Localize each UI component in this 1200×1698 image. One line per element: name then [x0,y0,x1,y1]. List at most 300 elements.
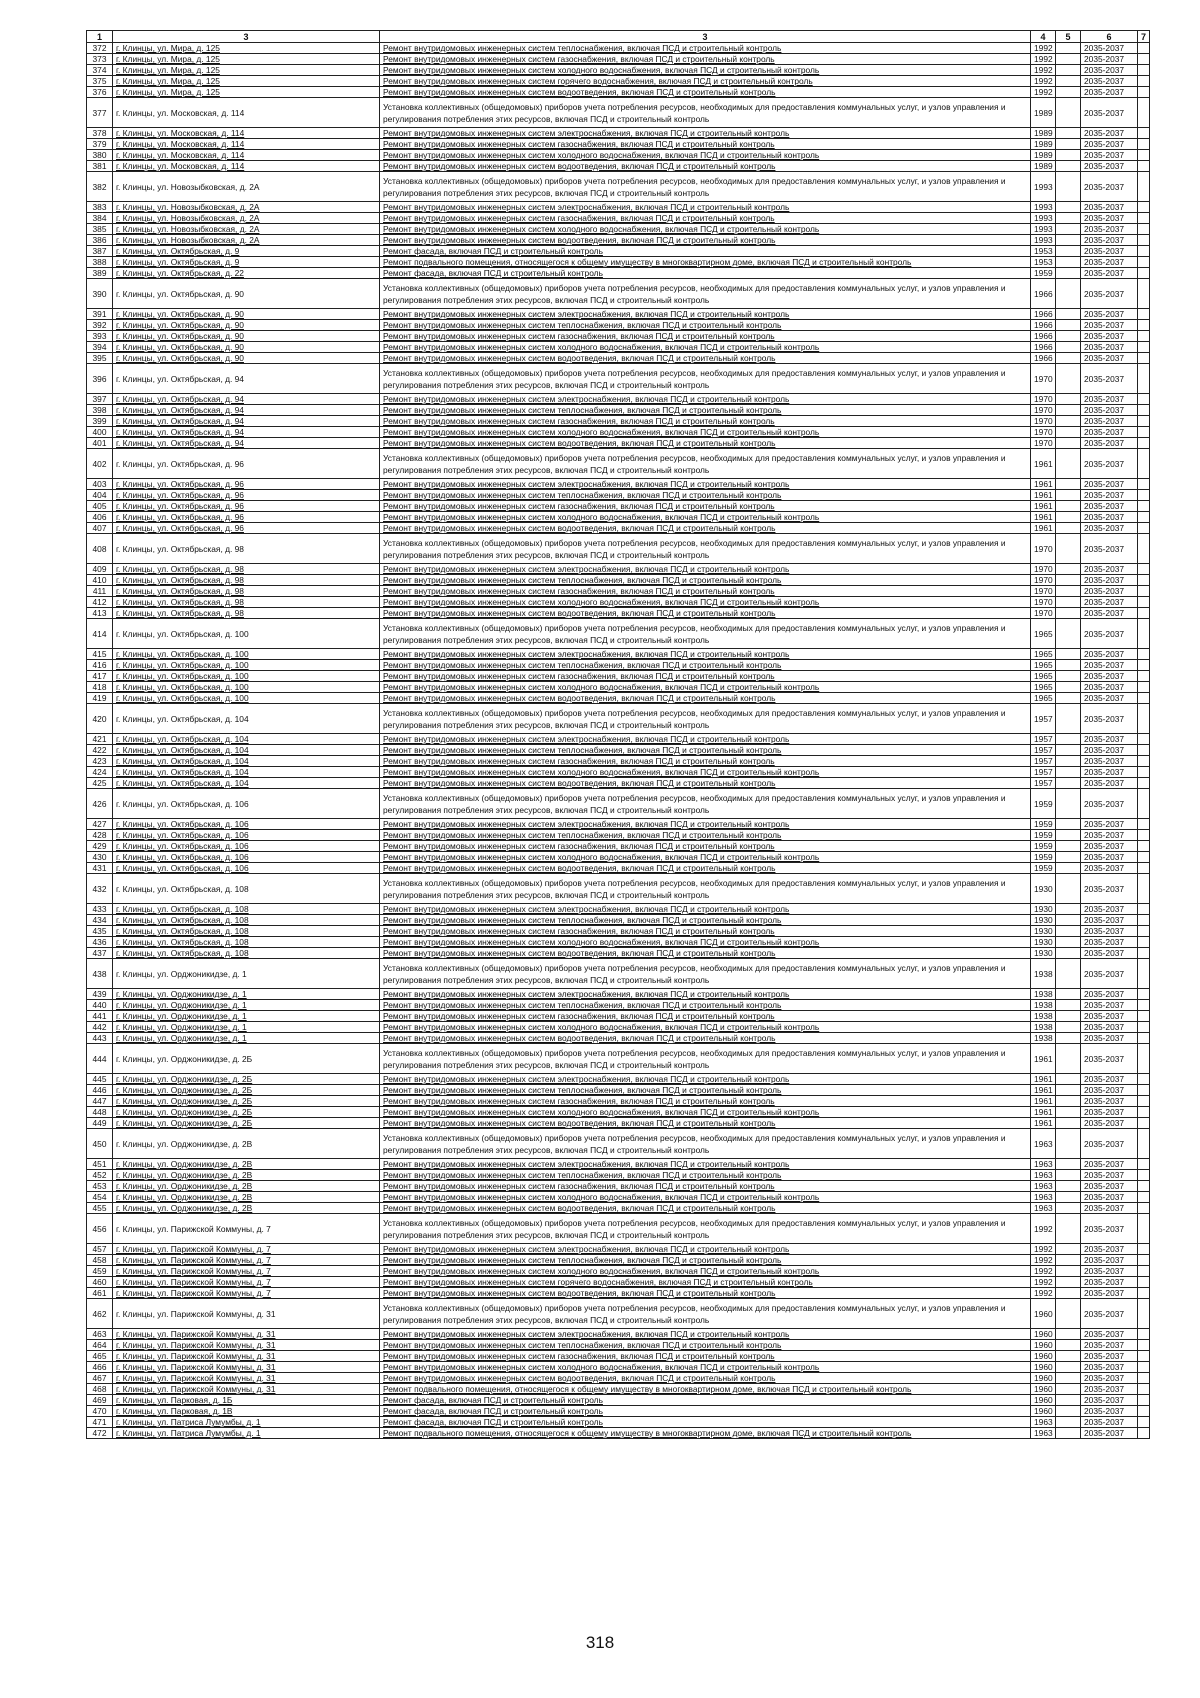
address-cell: г. Клинцы, ул. Октябрьская, д. 108 [113,904,380,915]
empty-cell [1056,1384,1081,1395]
table-row [87,128,1150,139]
table-row [87,501,1150,512]
year-cell: 1959 [1031,789,1056,819]
year-cell: 1970 [1031,534,1056,564]
row-number: 424 [87,767,113,778]
address-cell: г. Клинцы, ул. Октябрьская, д. 98 [113,608,380,619]
year-cell: 1965 [1031,682,1056,693]
table-row [87,309,1150,320]
year-cell: 1993 [1031,235,1056,246]
year-cell: 1970 [1031,427,1056,438]
row-number: 437 [87,948,113,959]
empty-cell [1056,959,1081,989]
period-cell: 2035-2037 [1081,745,1138,756]
empty-cell [1138,213,1150,224]
year-cell: 1970 [1031,597,1056,608]
table-row [87,479,1150,490]
address-cell: г. Клинцы, ул. Мира, д. 125 [113,87,380,98]
work-type-cell: Ремонт внутридомовых инженерных систем электроснабжения, включая ПСД и строительный контроль [380,394,1031,405]
table-row [87,1384,1150,1395]
work-type-cell: Установка коллективных (общедомовых) приборов учета потребления ресурсов, необходимых для предоставления коммунальных услуг, и узлов управления и регулирования потребления этих ресурсов, включая ПСД и строительный контроль [380,1044,1031,1074]
table-row [87,416,1150,427]
year-cell: 1960 [1031,1329,1056,1340]
work-type-cell: Установка коллективных (общедомовых) приборов учета потребления ресурсов, необходимых для предоставления коммунальных услуг, и узлов управления и регулирования потребления этих ресурсов, включая ПСД и строительный контроль [380,619,1031,649]
table-row [87,427,1150,438]
period-cell: 2035-2037 [1081,150,1138,161]
year-cell: 1963 [1031,1417,1056,1428]
address-cell: г. Клинцы, ул. Мира, д. 125 [113,54,380,65]
address-cell: г. Клинцы, ул. Октябрьская, д. 104 [113,734,380,745]
empty-cell [1138,1340,1150,1351]
empty-cell [1138,405,1150,416]
table-row [87,1340,1150,1351]
work-type-cell: Ремонт внутридомовых инженерных систем теплоснабжения, включая ПСД и строительный контроль [380,915,1031,926]
address-cell: г. Клинцы, ул. Московская, д. 114 [113,128,380,139]
table-row [87,1011,1150,1022]
period-cell: 2035-2037 [1081,98,1138,128]
table-row [87,1000,1150,1011]
table-row [87,564,1150,575]
period-cell: 2035-2037 [1081,989,1138,1000]
empty-cell [1056,490,1081,501]
work-type-cell: Ремонт внутридомовых инженерных систем холодного водоснабжения, включая ПСД и строительный контроль [380,1192,1031,1203]
address-cell: г. Клинцы, ул. Орджоникидзе, д. 2Б [113,1085,380,1096]
row-number: 443 [87,1033,113,1044]
work-type-cell: Ремонт внутридомовых инженерных систем водоотведения, включая ПСД и строительный контроль [380,523,1031,534]
work-type-cell: Ремонт внутридомовых инженерных систем холодного водоснабжения, включая ПСД и строительный контроль [380,65,1031,76]
address-cell: г. Клинцы, ул. Новозыбковская, д. 2А [113,224,380,235]
empty-cell [1138,1288,1150,1299]
period-cell: 2035-2037 [1081,1266,1138,1277]
empty-cell [1056,734,1081,745]
work-type-cell: Ремонт внутридомовых инженерных систем теплоснабжения, включая ПСД и строительный контроль [380,320,1031,331]
table-row [87,874,1150,904]
row-number: 410 [87,575,113,586]
empty-cell [1138,279,1150,309]
row-number: 402 [87,449,113,479]
year-cell: 1970 [1031,394,1056,405]
address-cell: г. Клинцы, ул. Октябрьская, д. 22 [113,268,380,279]
table-row [87,98,1150,128]
period-cell: 2035-2037 [1081,1159,1138,1170]
address-cell: г. Клинцы, ул. Октябрьская, д. 104 [113,745,380,756]
address-cell: г. Клинцы, ул. Октябрьская, д. 90 [113,320,380,331]
year-cell: 1961 [1031,523,1056,534]
year-cell: 1961 [1031,1044,1056,1074]
table-row [87,619,1150,649]
year-cell: 1938 [1031,1000,1056,1011]
work-type-cell: Ремонт подвального помещения, относящегося к общему имуществу в многоквартирном доме, включая ПСД и строительный контроль [380,257,1031,268]
year-cell: 1989 [1031,128,1056,139]
period-cell: 2035-2037 [1081,863,1138,874]
table-row [87,734,1150,745]
address-cell: г. Клинцы, ул. Октябрьская, д. 106 [113,819,380,830]
empty-cell [1056,405,1081,416]
empty-cell [1138,246,1150,257]
work-type-cell: Ремонт фасада, включая ПСД и строительный контроль [380,1417,1031,1428]
empty-cell [1056,1362,1081,1373]
empty-cell [1056,1033,1081,1044]
empty-cell [1138,331,1150,342]
year-cell: 1966 [1031,279,1056,309]
period-cell: 2035-2037 [1081,416,1138,427]
work-type-cell: Ремонт внутридомовых инженерных систем водоотведения, включая ПСД и строительный контроль [380,1033,1031,1044]
period-cell: 2035-2037 [1081,597,1138,608]
work-type-cell: Установка коллективных (общедомовых) приборов учета потребления ресурсов, необходимых для предоставления коммунальных услуг, и узлов управления и регулирования потребления этих ресурсов, включая ПСД и строительный контроль [380,534,1031,564]
empty-cell [1056,937,1081,948]
table-row [87,1266,1150,1277]
empty-cell [1056,1277,1081,1288]
row-number: 455 [87,1203,113,1214]
work-type-cell: Ремонт внутридомовых инженерных систем холодного водоснабжения, включая ПСД и строительный контроль [380,1362,1031,1373]
period-cell: 2035-2037 [1081,767,1138,778]
work-type-cell: Установка коллективных (общедомовых) приборов учета потребления ресурсов, необходимых для предоставления коммунальных услуг, и узлов управления и регулирования потребления этих ресурсов, включая ПСД и строительный контроль [380,959,1031,989]
period-cell: 2035-2037 [1081,235,1138,246]
row-number: 393 [87,331,113,342]
row-number: 376 [87,87,113,98]
work-type-cell: Ремонт внутридомовых инженерных систем холодного водоснабжения, включая ПСД и строительный контроль [380,512,1031,523]
empty-cell [1056,789,1081,819]
period-cell: 2035-2037 [1081,405,1138,416]
table-row [87,1406,1150,1417]
work-type-cell: Ремонт внутридомовых инженерных систем электроснабжения, включая ПСД и строительный контроль [380,1074,1031,1085]
table-row [87,1192,1150,1203]
address-cell: г. Клинцы, ул. Орджоникидзе, д. 2В [113,1203,380,1214]
year-cell: 1970 [1031,405,1056,416]
period-cell: 2035-2037 [1081,1428,1138,1439]
table-row [87,342,1150,353]
period-cell: 2035-2037 [1081,438,1138,449]
period-cell: 2035-2037 [1081,87,1138,98]
address-cell: г. Клинцы, ул. Октябрьская, д. 108 [113,874,380,904]
year-cell: 1992 [1031,1277,1056,1288]
work-type-cell: Ремонт внутридомовых инженерных систем водоотведения, включая ПСД и строительный контроль [380,863,1031,874]
table-row [87,575,1150,586]
empty-cell [1056,1329,1081,1340]
period-cell: 2035-2037 [1081,1107,1138,1118]
row-number: 400 [87,427,113,438]
address-cell: г. Клинцы, ул. Октябрьская, д. 100 [113,671,380,682]
empty-cell [1056,128,1081,139]
table-row [87,76,1150,87]
table-row [87,682,1150,693]
year-cell: 1938 [1031,989,1056,1000]
year-cell: 1965 [1031,619,1056,649]
period-cell: 2035-2037 [1081,1118,1138,1129]
address-cell: г. Клинцы, ул. Парижской Коммуны, д. 7 [113,1277,380,1288]
table-row [87,852,1150,863]
empty-cell [1056,841,1081,852]
row-number: 445 [87,1074,113,1085]
period-cell: 2035-2037 [1081,128,1138,139]
year-cell: 1992 [1031,87,1056,98]
address-cell: г. Клинцы, ул. Мира, д. 125 [113,76,380,87]
row-number: 396 [87,364,113,394]
work-type-cell: Установка коллективных (общедомовых) приборов учета потребления ресурсов, необходимых для предоставления коммунальных услуг, и узлов управления и регулирования потребления этих ресурсов, включая ПСД и строительный контроль [380,172,1031,202]
work-type-cell: Ремонт внутридомовых инженерных систем газоснабжения, включая ПСД и строительный контроль [380,926,1031,937]
empty-cell [1138,1192,1150,1203]
empty-cell [1056,394,1081,405]
period-cell: 2035-2037 [1081,1395,1138,1406]
year-cell: 1993 [1031,172,1056,202]
empty-cell [1138,523,1150,534]
empty-cell [1056,948,1081,959]
work-type-cell: Ремонт внутридомовых инженерных систем газоснабжения, включая ПСД и строительный контроль [380,1096,1031,1107]
work-type-cell: Ремонт внутридомовых инженерных систем водоотведения, включая ПСД и строительный контроль [380,1203,1031,1214]
empty-cell [1056,416,1081,427]
work-type-cell: Ремонт внутридомовых инженерных систем электроснабжения, включая ПСД и строительный контроль [380,128,1031,139]
period-cell: 2035-2037 [1081,534,1138,564]
address-cell: г. Клинцы, ул. Новозыбковская, д. 2А [113,202,380,213]
period-cell: 2035-2037 [1081,841,1138,852]
empty-cell [1138,734,1150,745]
empty-cell [1056,1085,1081,1096]
year-cell: 1960 [1031,1395,1056,1406]
table-row [87,512,1150,523]
work-type-cell: Ремонт внутридомовых инженерных систем электроснабжения, включая ПСД и строительный контроль [380,989,1031,1000]
table-row [87,1277,1150,1288]
empty-cell [1138,1044,1150,1074]
row-number: 417 [87,671,113,682]
address-cell: г. Клинцы, ул. Мира, д. 125 [113,43,380,54]
table-row [87,235,1150,246]
work-type-cell: Ремонт фасада, включая ПСД и строительный контроль [380,1395,1031,1406]
table-row [87,989,1150,1000]
year-cell: 1960 [1031,1406,1056,1417]
period-cell: 2035-2037 [1081,1351,1138,1362]
empty-cell [1056,682,1081,693]
row-number: 411 [87,586,113,597]
empty-cell [1138,660,1150,671]
address-cell: г. Клинцы, ул. Октябрьская, д. 90 [113,331,380,342]
empty-cell [1056,597,1081,608]
empty-cell [1138,438,1150,449]
table-row [87,767,1150,778]
row-number: 373 [87,54,113,65]
table-row [87,213,1150,224]
period-cell: 2035-2037 [1081,852,1138,863]
work-type-cell: Ремонт внутридомовых инженерных систем теплоснабжения, включая ПСД и строительный контроль [380,405,1031,416]
year-cell: 1966 [1031,353,1056,364]
row-number: 425 [87,778,113,789]
work-type-cell: Ремонт внутридомовых инженерных систем электроснабжения, включая ПСД и строительный контроль [380,1159,1031,1170]
empty-cell [1056,1299,1081,1329]
period-cell: 2035-2037 [1081,660,1138,671]
empty-cell [1056,1373,1081,1384]
year-cell: 1961 [1031,490,1056,501]
row-number: 472 [87,1428,113,1439]
row-number: 450 [87,1129,113,1159]
row-number: 429 [87,841,113,852]
empty-cell [1138,54,1150,65]
row-number: 380 [87,150,113,161]
work-type-cell: Установка коллективных (общедомовых) приборов учета потребления ресурсов, необходимых для предоставления коммунальных услуг, и узлов управления и регулирования потребления этих ресурсов, включая ПСД и строительный контроль [380,874,1031,904]
empty-cell [1138,1299,1150,1329]
address-cell: г. Клинцы, ул. Октябрьская, д. 94 [113,416,380,427]
address-cell: г. Клинцы, ул. Орджоникидзе, д. 2В [113,1192,380,1203]
table-row [87,597,1150,608]
table-row [87,693,1150,704]
address-cell: г. Клинцы, ул. Орджоникидзе, д. 2Б [113,1107,380,1118]
period-cell: 2035-2037 [1081,1244,1138,1255]
empty-cell [1138,1362,1150,1373]
period-cell: 2035-2037 [1081,331,1138,342]
empty-cell [1056,745,1081,756]
empty-cell [1138,937,1150,948]
empty-cell [1138,1000,1150,1011]
row-number: 456 [87,1214,113,1244]
row-number: 415 [87,649,113,660]
empty-cell [1138,948,1150,959]
table-row [87,65,1150,76]
period-cell: 2035-2037 [1081,1085,1138,1096]
table-row [87,586,1150,597]
empty-cell [1056,76,1081,87]
address-cell: г. Клинцы, ул. Патриса Лумумбы, д. 1 [113,1428,380,1439]
empty-cell [1138,416,1150,427]
year-cell: 1957 [1031,704,1056,734]
year-cell: 1993 [1031,202,1056,213]
row-number: 449 [87,1118,113,1129]
period-cell: 2035-2037 [1081,1362,1138,1373]
work-type-cell: Ремонт внутридомовых инженерных систем водоотведения, включая ПСД и строительный контроль [380,1373,1031,1384]
table-row [87,937,1150,948]
year-cell: 1961 [1031,1096,1056,1107]
year-cell: 1930 [1031,937,1056,948]
work-type-cell: Ремонт внутридомовых инженерных систем теплоснабжения, включая ПСД и строительный контроль [380,1085,1031,1096]
empty-cell [1056,309,1081,320]
empty-cell [1138,257,1150,268]
empty-cell [1056,852,1081,863]
table-row [87,1022,1150,1033]
period-cell: 2035-2037 [1081,342,1138,353]
address-cell: г. Клинцы, ул. Октябрьская, д. 104 [113,778,380,789]
address-cell: г. Клинцы, ул. Октябрьская, д. 90 [113,309,380,320]
work-type-cell: Ремонт внутридомовых инженерных систем холодного водоснабжения, включая ПСД и строительный контроль [380,937,1031,948]
year-cell: 1959 [1031,819,1056,830]
address-cell: г. Клинцы, ул. Октябрьская, д. 106 [113,789,380,819]
work-type-cell: Ремонт внутридомовых инженерных систем водоотведения, включая ПСД и строительный контроль [380,161,1031,172]
empty-cell [1138,139,1150,150]
period-cell: 2035-2037 [1081,789,1138,819]
table-row [87,523,1150,534]
address-cell: г. Клинцы, ул. Октябрьская, д. 90 [113,279,380,309]
year-cell: 1989 [1031,150,1056,161]
empty-cell [1056,586,1081,597]
empty-cell [1138,778,1150,789]
empty-cell [1138,512,1150,523]
row-number: 407 [87,523,113,534]
empty-cell [1056,43,1081,54]
table-row [87,1362,1150,1373]
work-type-cell: Ремонт внутридомовых инженерных систем водоотведения, включая ПСД и строительный контроль [380,1118,1031,1129]
address-cell: г. Клинцы, ул. Октябрьская, д. 94 [113,405,380,416]
empty-cell [1138,1170,1150,1181]
table-row [87,904,1150,915]
empty-cell [1056,1428,1081,1439]
row-number: 464 [87,1340,113,1351]
table-row [87,246,1150,257]
address-cell: г. Клинцы, ул. Октябрьская, д. 100 [113,693,380,704]
empty-cell [1138,1203,1150,1214]
row-number: 453 [87,1181,113,1192]
work-type-cell: Ремонт внутридомовых инженерных систем теплоснабжения, включая ПСД и строительный контроль [380,1000,1031,1011]
empty-cell [1138,789,1150,819]
row-number: 372 [87,43,113,54]
empty-cell [1138,98,1150,128]
table-row [87,1085,1150,1096]
period-cell: 2035-2037 [1081,1033,1138,1044]
row-number: 451 [87,1159,113,1170]
address-cell: г. Клинцы, ул. Октябрьская, д. 98 [113,597,380,608]
empty-cell [1138,364,1150,394]
year-cell: 1961 [1031,501,1056,512]
empty-cell [1138,490,1150,501]
empty-cell [1056,693,1081,704]
row-number: 440 [87,1000,113,1011]
table-row [87,1351,1150,1362]
year-cell: 1992 [1031,43,1056,54]
work-type-cell: Ремонт внутридомовых инженерных систем газоснабжения, включая ПСД и строительный контроль [380,671,1031,682]
period-cell: 2035-2037 [1081,202,1138,213]
work-type-cell: Ремонт внутридомовых инженерных систем водоотведения, включая ПСД и строительный контроль [380,778,1031,789]
row-number: 438 [87,959,113,989]
table-row [87,1428,1150,1439]
period-cell: 2035-2037 [1081,1096,1138,1107]
year-cell: 1959 [1031,852,1056,863]
empty-cell [1056,1351,1081,1362]
work-type-cell: Установка коллективных (общедомовых) приборов учета потребления ресурсов, необходимых для предоставления коммунальных услуг, и узлов управления и регулирования потребления этих ресурсов, включая ПСД и строительный контроль [380,1214,1031,1244]
empty-cell [1138,427,1150,438]
address-cell: г. Клинцы, ул. Московская, д. 114 [113,161,380,172]
period-cell: 2035-2037 [1081,608,1138,619]
empty-cell [1056,235,1081,246]
empty-cell [1138,693,1150,704]
work-type-cell: Ремонт внутридомовых инженерных систем водоотведения, включая ПСД и строительный контроль [380,353,1031,364]
period-cell: 2035-2037 [1081,1340,1138,1351]
work-type-cell: Ремонт внутридомовых инженерных систем теплоснабжения, включая ПСД и строительный контроль [380,1170,1031,1181]
table-row [87,819,1150,830]
empty-cell [1138,1159,1150,1170]
row-number: 468 [87,1384,113,1395]
empty-cell [1138,268,1150,279]
address-cell: г. Клинцы, ул. Орджоникидзе, д. 1 [113,1022,380,1033]
row-number: 419 [87,693,113,704]
year-cell: 1970 [1031,438,1056,449]
year-cell: 1993 [1031,224,1056,235]
year-cell: 1961 [1031,1085,1056,1096]
work-type-cell: Ремонт внутридомовых инженерных систем холодного водоснабжения, включая ПСД и строительный контроль [380,852,1031,863]
empty-cell [1056,353,1081,364]
row-number: 459 [87,1266,113,1277]
header-col-1: 1 [87,31,113,43]
year-cell: 1965 [1031,649,1056,660]
year-cell: 1938 [1031,1011,1056,1022]
address-cell: г. Клинцы, ул. Октябрьская, д. 98 [113,534,380,564]
empty-cell [1056,427,1081,438]
period-cell: 2035-2037 [1081,1373,1138,1384]
period-cell: 2035-2037 [1081,309,1138,320]
empty-cell [1138,564,1150,575]
work-type-cell: Ремонт внутридомовых инженерных систем газоснабжения, включая ПСД и строительный контроль [380,54,1031,65]
year-cell: 1930 [1031,874,1056,904]
address-cell: г. Клинцы, ул. Парижской Коммуны, д. 7 [113,1266,380,1277]
year-cell: 1970 [1031,564,1056,575]
empty-cell [1138,904,1150,915]
empty-cell [1138,1406,1150,1417]
empty-cell [1056,989,1081,1000]
empty-cell [1056,926,1081,937]
